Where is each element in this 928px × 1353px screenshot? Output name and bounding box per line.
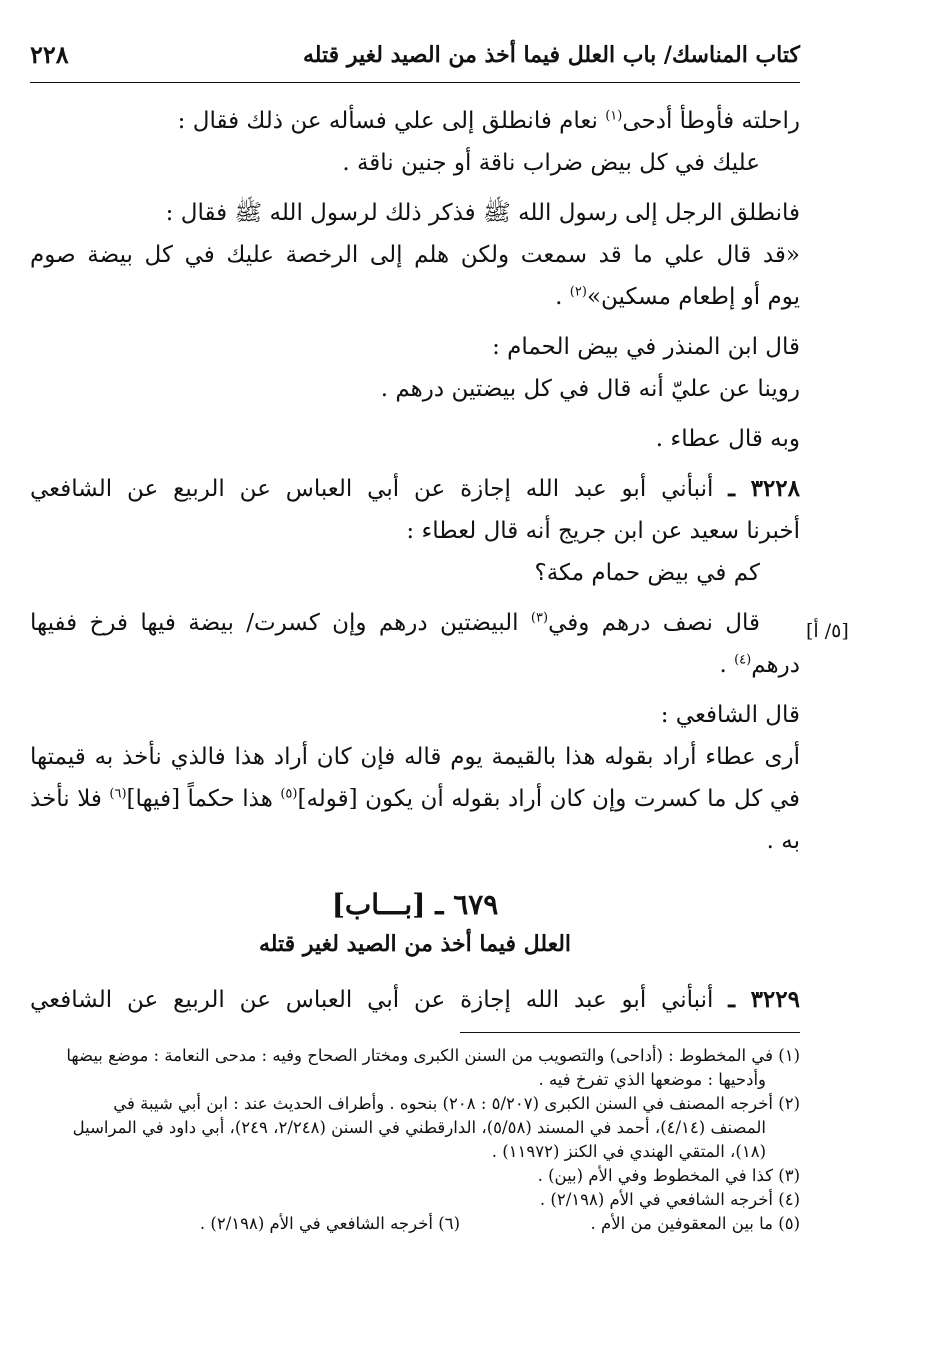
footnote-ref: (٣): [530, 610, 549, 626]
text-line: به .: [766, 828, 800, 854]
footnote-row: [30, 1212, 800, 1236]
footnote: (٢) أخرجه المصنف في السنن الكبرى (٥/٢٠٧ : ٢٠٨) بنحوه . وأطراف الحديث عند : ابن أبي شيبة في: [113, 1094, 800, 1113]
footnotes: [30, 1044, 800, 1236]
hadith-number: ٣٢٢٩ ـ: [728, 986, 800, 1013]
footnote-ref: (٦): [109, 786, 127, 802]
footnote: (٤) أخرجه الشافعي في الأم (٢/١٩٨) .: [539, 1190, 800, 1209]
footnote: (٣) كذا في المخطوط وفي الأم (بين) .: [537, 1166, 800, 1185]
text-line: قال الشافعي :: [660, 702, 800, 728]
text-line: ٣٢٢٩ ـ أنبأني أبو عبد الله إجازة عن أبي العباس عن الربيع عن الشافعي: [30, 986, 800, 1013]
text-line: قال نصف درهم وفي$^{(٣)}$ البيضتين درهم وإن كسرت/ بيضة فيها فرخ ففيها: [30, 610, 760, 636]
text-line: أخبرنا سعيد عن ابن جريج أنه قال لعطاء :: [406, 518, 800, 544]
footnote-continuation: (١٨)، المتقي الهندي في الكنز (١١٩٧٢) .: [491, 1142, 766, 1161]
footnote-continuation: وأدحيها : موضعها الذي تفرخ فيه .: [538, 1070, 766, 1089]
hadith-number: ٣٢٢٨ ـ: [728, 475, 800, 502]
footnote-ref: (٥): [280, 786, 298, 802]
text-line: وبه قال عطاء .: [655, 426, 800, 452]
text-line: فانطلق الرجل إلى رسول الله ﷺ فذكر ذلك لرسول الله ﷺ فقال :: [165, 200, 800, 226]
manuscript-folio-note: [٥/ أ]: [806, 620, 849, 642]
running-title: كتاب المناسك/ باب العلل فيما أخذ من الصيد لغير قتله: [302, 42, 800, 68]
page-number: ٢٢٨: [30, 40, 69, 69]
footnote-divider: [460, 1032, 800, 1033]
main-text: [30, 100, 800, 1020]
footnote: (٦) أخرجه الشافعي في الأم (٢/١٩٨) .: [199, 1214, 460, 1233]
footnote-ref: (١): [605, 108, 623, 124]
text-line: قال ابن المنذر في بيض الحمام :: [492, 334, 800, 360]
text-line: عليك في كل بيض ضراب ناقة أو جنين ناقة .: [342, 150, 760, 176]
footnote-ref: (٢): [569, 284, 587, 300]
page-header: [30, 30, 800, 83]
footnote: (١) في المخطوط : (أداحى) والتصويب من السنن الكبرى ومختار الصحاح وفيه : مدحى النعامة : موضع بيضها: [66, 1046, 800, 1065]
text-line: يوم أو إطعام مسكين»$^{(٢)}$ .: [555, 284, 800, 310]
text-line: روينا عن عليّ أنه قال في كل بيضتين درهم .: [380, 376, 800, 402]
text-line: «قد قال علي ما قد سمعت ولكن هلم إلى الرخصة عليك في كل بيضة صوم: [30, 242, 800, 268]
text-line: أرى عطاء أراد بقوله هذا بالقيمة يوم قاله فإن كان أراد هذا فالذي نأخذ به قيمتها: [30, 744, 800, 770]
text-line: في كل ما كسرت وإن كان أراد بقوله أن يكون [قوله]$^{(٥)}$ هذا حكماً [فيها]$^{(٦)}$ فلا نأخذ: [30, 786, 800, 812]
footnote-continuation: المصنف (٤/١٤)، أحمد في المسند (٥/٥٨)، الدارقطني في السنن (٢/٢٤٨، ٢٤٩)، أبي داود في المراسيل: [72, 1118, 766, 1137]
footnote-ref: (٤): [734, 652, 752, 668]
chapter-subtitle: العلل فيما أخذ من الصيد لغير قتله: [258, 931, 572, 957]
text-line: ٣٢٢٨ ـ أنبأني أبو عبد الله إجازة عن أبي العباس عن الربيع عن الشافعي: [30, 475, 800, 502]
text-line: راحلته فأوطأ أدحى$^{(١)}$ نعام فانطلق إلى علي فسأله عن ذلك فقال :: [177, 108, 800, 134]
text-line: درهم$^{(٤)}$ .: [719, 652, 800, 678]
chapter-title: ٦٧٩ ـ [بـــاب]: [331, 888, 499, 921]
text-line: كم في بيض حمام مكة؟: [534, 560, 760, 586]
footnote: (٥) ما بين المعقوفين من الأم .: [590, 1214, 800, 1233]
